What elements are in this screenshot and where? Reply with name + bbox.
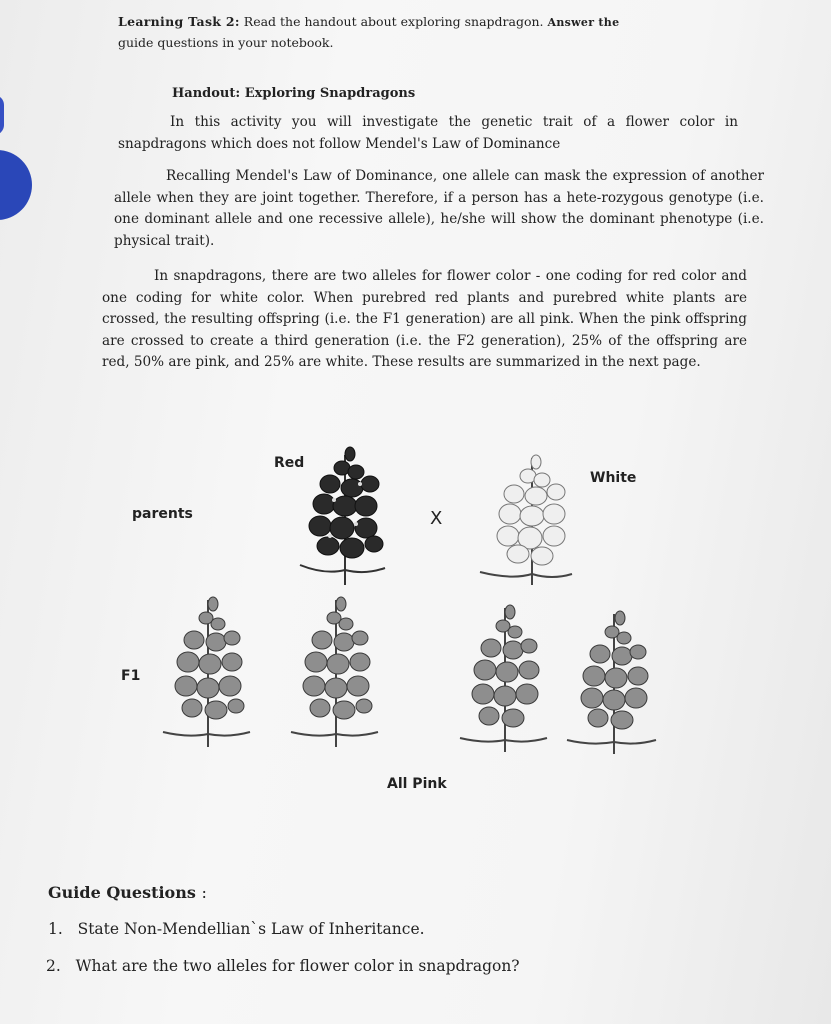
paragraph-snapdragons [102,266,747,374]
paragraph-snapdragons-text: In snapdragons, there are two alleles for flower color - one coding for red color and one coding for white color. When purebred red plants and purebred white plants are crossed, the resulting offspring (i.e. the F1 generation) are all pink. When the pink offspring are crossed to create a third generation (i.e. the F2 generation), 25% of the offspring are red, 50% are pink, and 25% are white. These results are summarized in the next page. [102,268,747,370]
guide-questions-colon: : [201,883,207,902]
guide-questions-title-text: Guide Questions [48,883,196,902]
parents-label: parents [132,506,193,522]
all-pink-label: All Pink [387,776,447,792]
white-snapdragon-image [472,450,582,590]
f1-label: F1 [121,668,141,684]
guide-question-2 [46,957,520,975]
task-label: Learning Task 2: [118,14,240,29]
pink-snapdragon-image-3 [455,600,555,758]
handout-title: Handout: Exploring Snapdragons [172,86,416,101]
pink-snapdragon-image-4 [562,606,662,758]
cross-symbol: X [430,508,443,529]
paragraph-dominance [114,166,764,252]
task-instruction: Read the handout about exploring snapdragon. [243,14,544,29]
guide-question-2-text: What are the two alleles for flower color in snapdragon? [75,957,520,975]
task-instruction-line2: guide questions in your notebook. [118,35,334,50]
paragraph-intro [118,112,738,155]
guide-question-1-number: 1. [48,920,63,938]
pink-snapdragon-image-1 [158,592,258,752]
answer-label: Answer the [547,16,620,29]
guide-question-1 [48,920,425,938]
guide-question-1-text: State Non-Mendellian`s Law of Inheritance. [77,920,425,938]
guide-questions-title [48,883,207,902]
white-label: White [590,470,637,486]
pink-snapdragon-image-2 [286,592,386,752]
paragraph-dominance-text: Recalling Mendel's Law of Dominance, one allele can mask the expression of another allele when they are joint together. Therefore, if a person has a hete-rozygous genotype (i.e. one dominant allele and one recessive allele), he/she will show the dominant phenotype (i.e. physical trait). [114,168,764,249]
task-header [118,12,778,53]
paragraph-intro-text: In this activity you will investigate the genetic trait of a flower color in snapdragons which does not follow Mendel's Law of Dominance [118,114,738,152]
guide-question-2-number: 2. [46,957,61,975]
red-label: Red [274,455,305,471]
red-snapdragon-image [290,440,400,590]
